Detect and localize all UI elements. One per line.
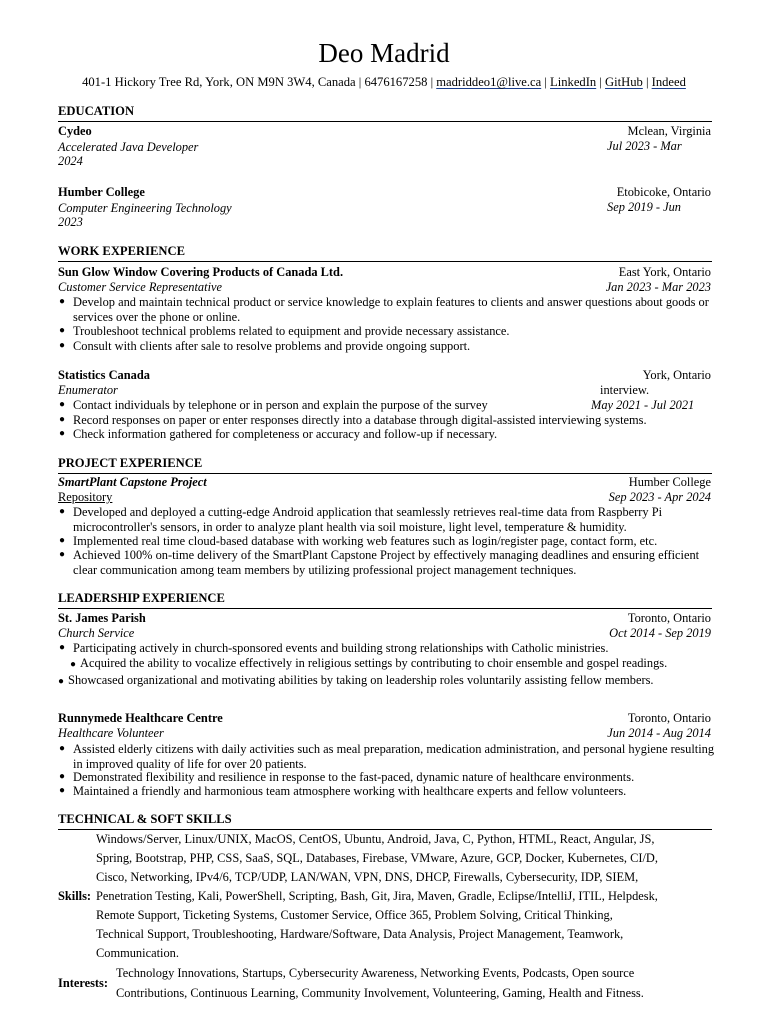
edu-org: Humber College <box>58 185 145 199</box>
bullet-item: ● Participating actively in church-sponsored events and building strong relationships with Catholic ministries. <box>59 641 609 655</box>
project-dates: Sep 2023 - Apr 2024 <box>608 490 711 504</box>
paragraph-item: ● Acquired the ability to vocalize effectively in religious settings by contributing to choir ensemble and gospel readings. ● Showcased organizational and motivating abilities by taking on leadership roles voluntarily assisting fellow members. <box>58 656 668 687</box>
section-education: EDUCATION <box>58 104 712 122</box>
address-phone: 401-1 Hickory Tree Rd, York, ON M9N 3W4, Canada | 6476167258 | <box>82 75 437 89</box>
work-dates: Jan 2023 - Mar 2023 <box>605 280 711 294</box>
bullet-item: ● Developed and deployed a cutting-edge Android application that seamlessly retrieves real-time data from Raspberry Pi microcontroller's sensors, in order to analyze plant health via soil moisture, light level, temperature & humidity. <box>59 505 663 534</box>
interests-label: Interests: <box>58 976 109 990</box>
edu-location: Mclean, Virginia <box>627 124 711 138</box>
work-location: East York, Ontario <box>618 265 711 279</box>
skills-line: Communication. <box>96 946 179 960</box>
edu-location: Etobicoke, Ontario <box>616 185 711 199</box>
bullet-item: ● Consult with clients after sale to resolve problems and provide ongoing support. <box>59 339 471 353</box>
bullet-item: ● Develop and maintain technical product or service knowledge to explain features to clients and answer questions about goods or services over the phone or online. <box>59 295 709 324</box>
work-org: Sun Glow Window Covering Products of Canada Ltd. <box>58 265 344 279</box>
edu-dates: Sep 2019 - Jun <box>607 200 681 214</box>
work-title: Customer Service Representative <box>58 280 223 294</box>
work-org: Statistics Canada <box>58 368 150 382</box>
bullet-item: ● Troubleshoot technical problems related to equipment and provide necessary assistance. <box>59 324 510 338</box>
skills-line: Remote Support, Ticketing Systems, Customer Service, Office 365, Problem Solving, Critical Thinking, <box>96 908 613 922</box>
lead-dates: Oct 2014 - Sep 2019 <box>609 626 711 640</box>
project-org: SmartPlant Capstone Project <box>58 475 207 489</box>
bullet-item: ● Achieved 100% on-time delivery of the SmartPlant Capstone Project by effectively managing deadlines and ensuring efficient clear communication among team members by utilizing professional project management techniques. <box>59 548 700 577</box>
lead-location: Toronto, Ontario <box>627 711 711 725</box>
section-work: WORK EXPERIENCE <box>58 244 712 262</box>
section-skills: TECHNICAL & SOFT SKILLS <box>58 812 712 830</box>
section-project: PROJECT EXPERIENCE <box>58 456 712 474</box>
edu-dates-cont: 2024 <box>58 154 83 168</box>
work-dates: May 2021 - Jul 2021 <box>591 398 695 412</box>
bullet-item: ● Maintained a friendly and harmonious team atmosphere working with healthcare experts and fellow volunteers. <box>59 784 627 798</box>
edu-dates-cont: 2023 <box>58 215 83 229</box>
email-link[interactable]: madriddeo1@live.ca <box>436 75 542 89</box>
bullet-item: ● Check information gathered for completeness or accuracy and follow-up if necessary. <box>59 427 498 441</box>
bullet-item: ● Assisted elderly citizens with daily activities such as meal preparation, medication administration, and personal hygiene resulting in improved quality of life for over 20 patients. <box>59 742 715 771</box>
interests-line: Contributions, Continuous Learning, Community Involvement, Volunteering, Gaming, Health and Fitness. <box>116 986 644 1000</box>
skills-label: Skills: <box>58 889 92 903</box>
lead-org: St. James Parish <box>58 611 146 625</box>
edu-org: Cydeo <box>58 124 92 138</box>
lead-dates: Jun 2014 - Aug 2014 <box>607 726 711 740</box>
github-link[interactable]: GitHub <box>605 75 643 89</box>
indeed-link[interactable]: Indeed <box>651 75 686 89</box>
contact-line: 401-1 Hickory Tree Rd, York, ON M9N 3W4, Canada | 6476167258 | madriddeo1@live.ca | LinkedIn | GitHub | Indeed <box>82 75 686 89</box>
section-leadership: LEADERSHIP EXPERIENCE <box>58 591 712 609</box>
work-location: York, Ontario <box>642 368 711 382</box>
work-title: Enumerator <box>58 383 118 397</box>
project-location: Humber College <box>628 475 711 489</box>
lead-title: Healthcare Volunteer <box>58 726 164 740</box>
bullet-item: ● Implemented real time cloud-based database with working web features such as login/register page, contact form, etc. <box>59 534 658 548</box>
interests-line: Technology Innovations, Startups, Cybersecurity Awareness, Networking Events, Podcasts, Open source <box>116 966 635 980</box>
linkedin-link[interactable]: LinkedIn <box>550 75 597 89</box>
bullet-item: ● Record responses on paper or enter responses directly into a database through digital-assisted interviewing systems. <box>59 413 647 427</box>
lead-title: Church Service <box>58 626 135 640</box>
skills-line: Technical Support, Troubleshooting, Hardware/Software, Data Analysis, Project Management, Teamwork, <box>96 927 624 941</box>
repository-link[interactable]: Repository <box>58 490 113 504</box>
bullet-item: ● Demonstrated flexibility and resilience in response to the fast-paced, dynamic nature of healthcare environments. <box>59 770 635 784</box>
edu-dates: Jul 2023 - Mar <box>607 139 682 153</box>
lead-location: Toronto, Ontario <box>627 611 711 625</box>
skills-line: Penetration Testing, Kali, PowerShell, Scripting, Bash, Git, Jira, Maven, Gradle, Eclipse/IntelliJ, ITIL, Helpdesk, <box>96 889 658 903</box>
lead-org: Runnymede Healthcare Centre <box>58 711 223 725</box>
edu-title: Computer Engineering Technology <box>58 201 232 215</box>
skills-line: Spring, Bootstrap, PHP, CSS, SaaS, SQL, Databases, Firebase, VMware, Azure, GCP, Docker, Kubernetes, CI/D, <box>96 851 658 865</box>
edu-title: Accelerated Java Developer <box>58 140 199 154</box>
stray-text: interview. <box>600 383 650 397</box>
skills-line: Cisco, Networking, IPv4/6, TCP/UDP, LAN/WAN, VPN, DNS, DHCP, Firewalls, Cybersecurity, IDP, SIEM, <box>96 870 639 884</box>
skills-line: Windows/Server, Linux/UNIX, MacOS, CentOS, Ubuntu, Android, Java, C, Python, HTML, React, Angular, JS, <box>96 832 655 846</box>
bullet-item: ● Contact individuals by telephone or in person and explain the purpose of the survey <box>59 398 488 412</box>
candidate-name: Deo Madrid <box>318 38 450 68</box>
